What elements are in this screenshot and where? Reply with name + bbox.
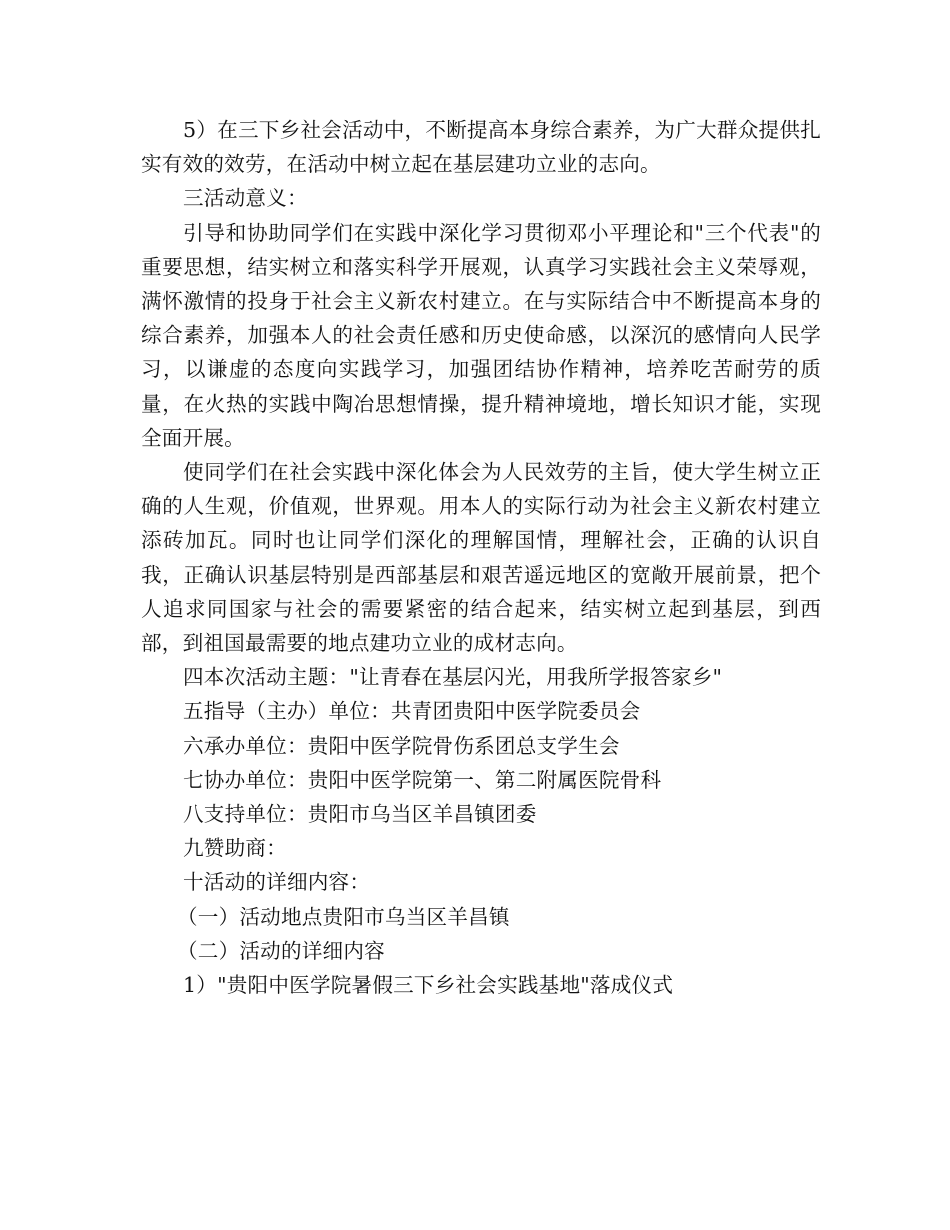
paragraph-point-5: 5）在三下乡社会活动中，不断提高本身综合素养，为广大群众提供扎实有效的效劳，在活动中树立起在基层建功立业的志向。: [141, 118, 821, 177]
paragraph-significance-1: 引导和协助同学们在实践中深化学习贯彻邓小平理论和"三个代表"的重要思想，结实树立和落实科学开展观，认真学习实践社会主义荣辱观，满怀激情的投身于社会主义新农村建立。在与实际结合中不断提高本身的综合素养，加强本人的社会责任感和历史使命感，以深沉的感情向人民学习，以谦虚的态度向实践学习，加强团结协作精神，培养吃苦耐劳的质量，在火热的实践中陶冶思想情操，提升精神境地，增长知识才能，实现全面开展。: [141, 220, 821, 450]
section-8-supporter: 八支持单位：贵阳市乌当区羊昌镇团委: [183, 802, 537, 827]
section-5-organizer: 五指导（主办）单位：共青团贵阳中医学院委员会: [183, 699, 641, 724]
section-4-theme: 四本次活动主题："让青春在基层闪光，用我所学报答家乡": [183, 665, 723, 690]
paragraph-significance-2: 使同学们在社会实践中深化体会为人民效劳的主旨，使大学生树立正确的人生观，价值观，世界观。用本人的实际行动为社会主义新农村建立添砖加瓦。同时也让同学们深化的理解国情，理解社会，正确的认识自我，正确认识基层特别是西部基层和艰苦遥远地区的宽敞开展前景，把个人追求同国家与社会的需要紧密的结合起来，结实树立起到基层，到西部，到祖国最需要的地点建功立业的成材志向。: [141, 460, 821, 656]
list-item-1-ceremony: 1）"贵阳中医学院暑假三下乡社会实践基地"落成仪式: [183, 973, 674, 998]
section-6-undertaker: 六承办单位：贵阳中医学院骨伤系团总支学生会: [183, 733, 620, 758]
section-10-details: 十活动的详细内容：: [183, 870, 371, 895]
section-9-sponsor: 九赞助商：: [183, 836, 287, 861]
document-page: [141, 113, 821, 1002]
subsection-2-content: （二）活动的详细内容: [177, 938, 385, 963]
section-3-heading: 三活动意义：: [183, 186, 308, 211]
subsection-1-location: （一）活动地点贵阳市乌当区羊昌镇: [177, 904, 510, 929]
section-7-co-organizer: 七协办单位：贵阳中医学院第一、第二附属医院骨科: [183, 767, 662, 792]
